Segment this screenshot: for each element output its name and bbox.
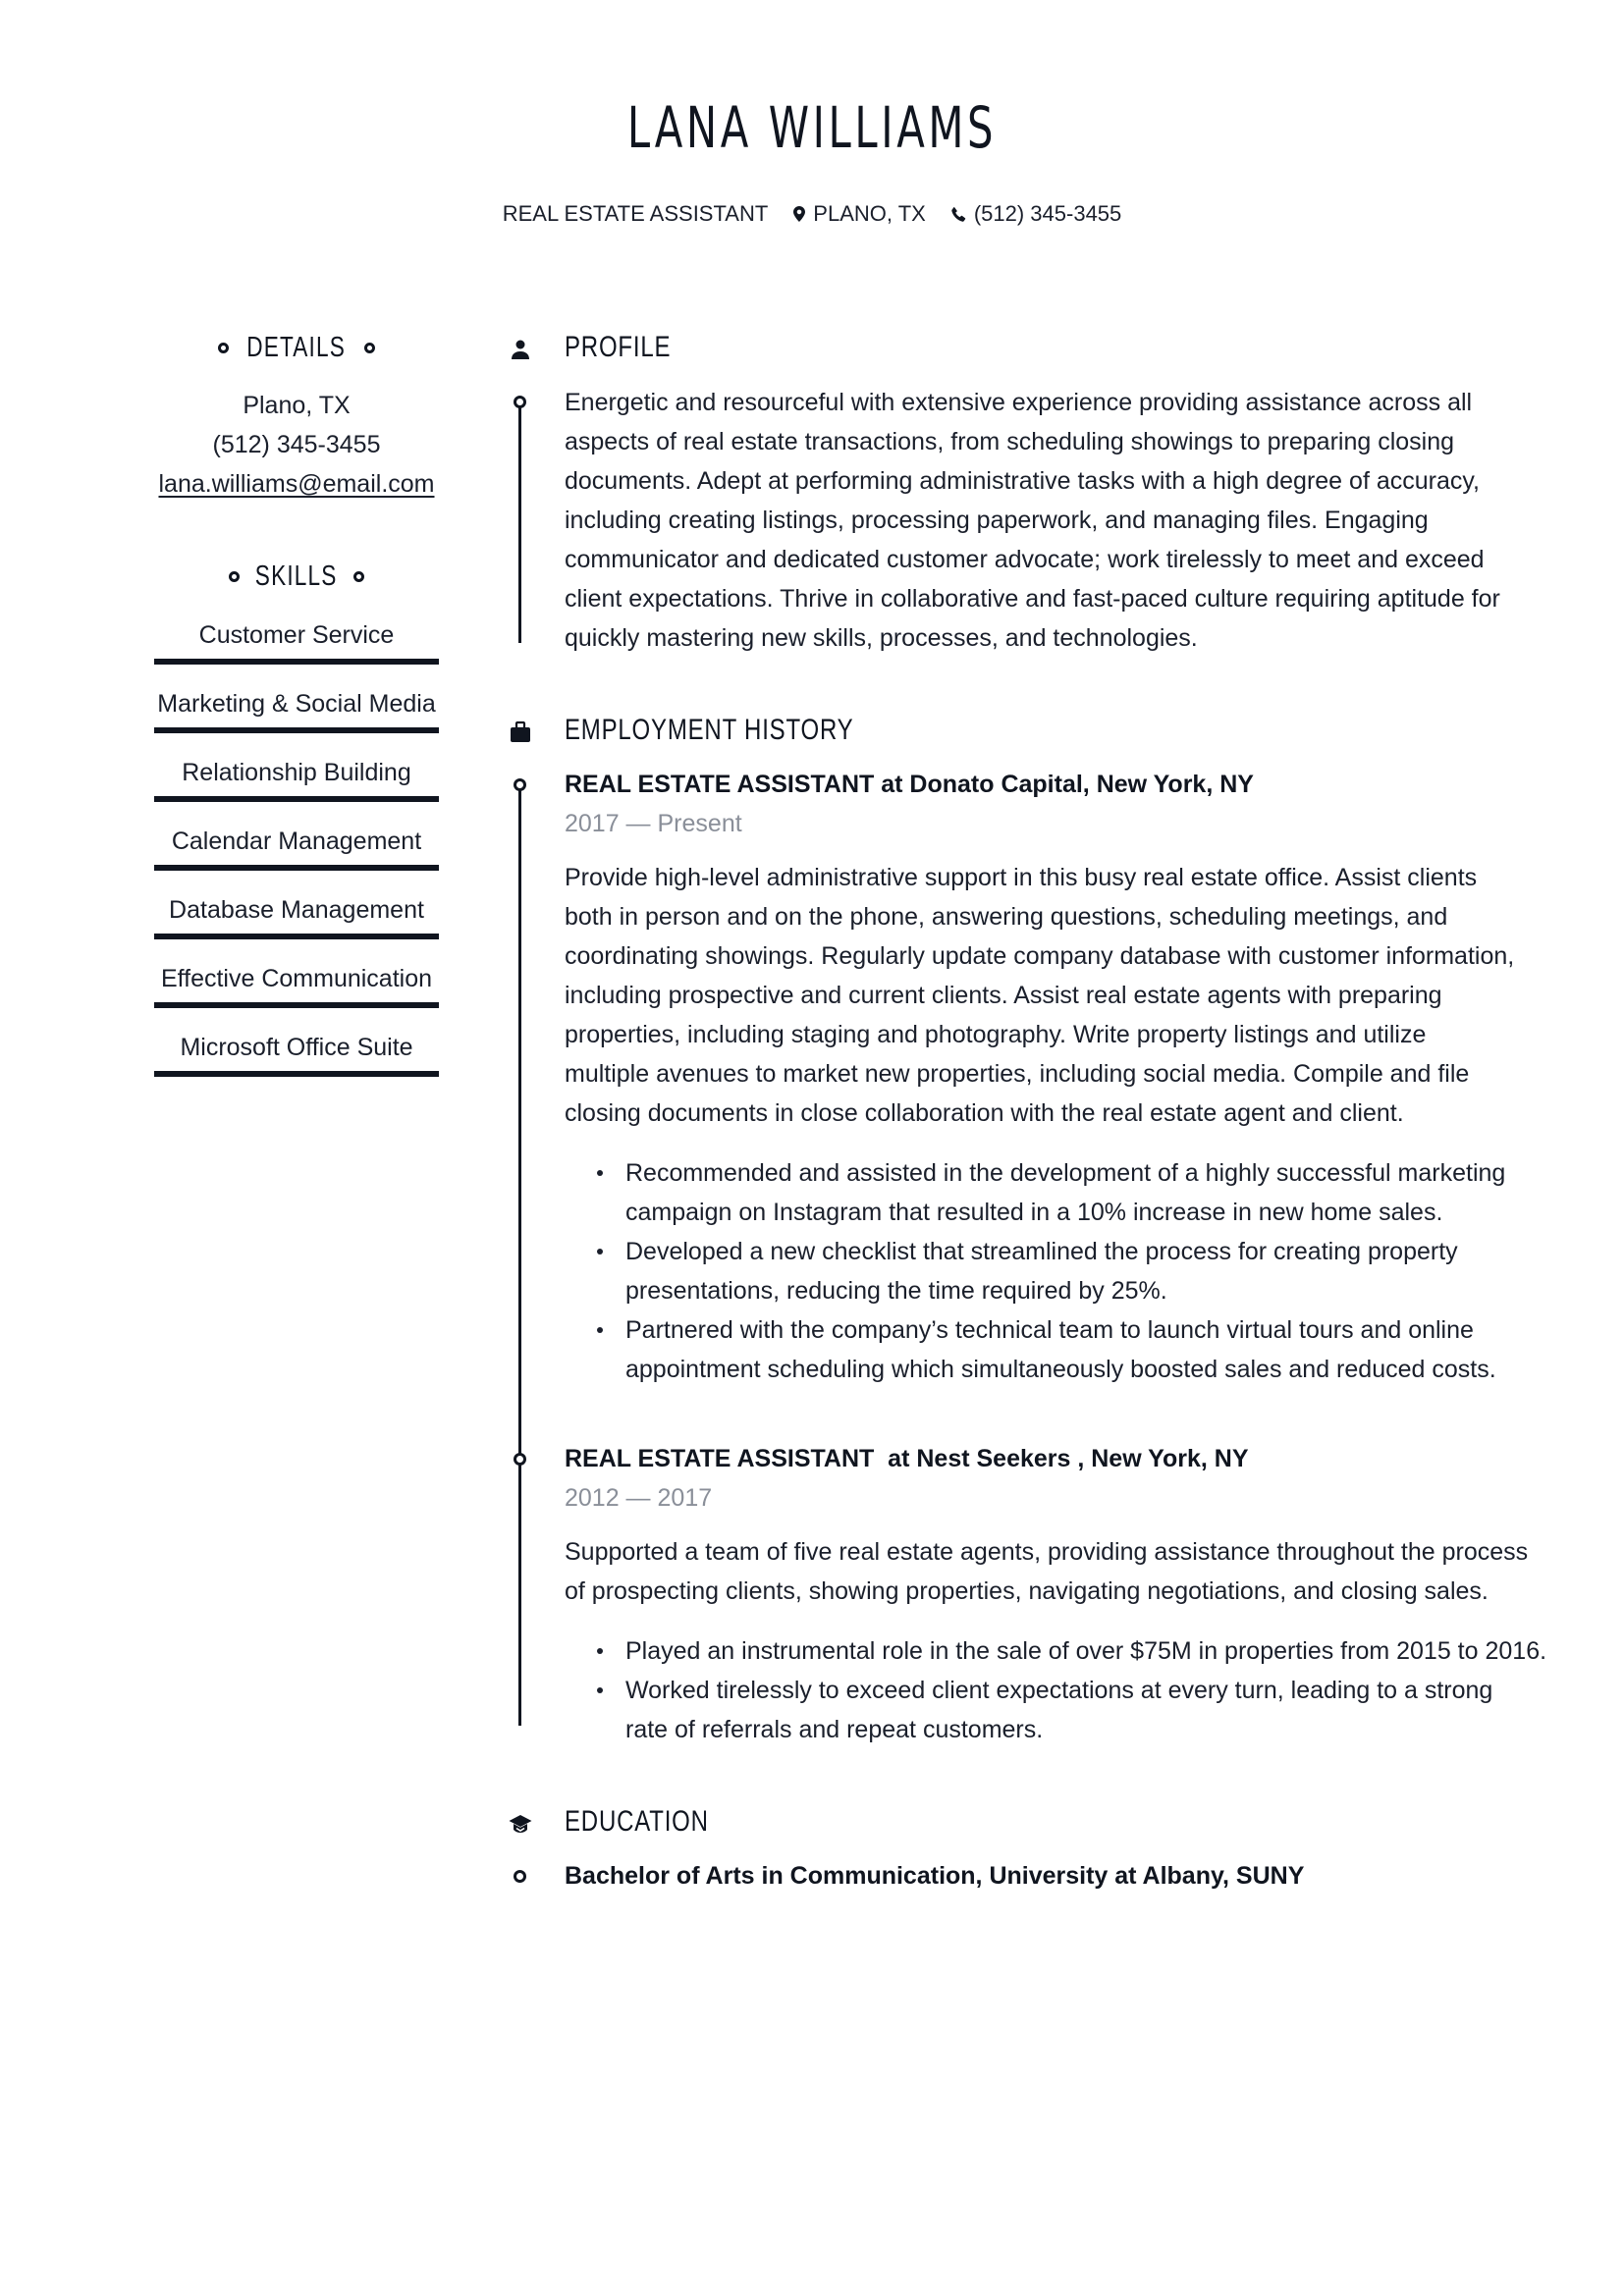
- graduation-cap-icon: [509, 1812, 532, 1836]
- skill-level-fill: [154, 796, 439, 802]
- profile-text-line: including creating listings, processing paperwork, and managing files. Engaging: [565, 507, 1429, 534]
- header-phone: [951, 200, 1121, 228]
- details-email-link[interactable]: lana.williams@email.com: [158, 470, 435, 498]
- timeline-dot: [514, 396, 526, 408]
- skill-label: Marketing & Social Media: [157, 690, 436, 718]
- skill-level-bar: [154, 659, 439, 665]
- timeline-dot: [514, 1870, 526, 1883]
- bullet-item: [565, 1232, 1546, 1310]
- skill-item: [154, 893, 439, 962]
- skill-level-bar: [154, 865, 439, 871]
- skill-level-bar: [154, 1071, 439, 1077]
- job-title: REAL ESTATE ASSISTANT at Donato Capital, New York, NY: [565, 771, 1254, 798]
- job-description-line: Provide high-level administrative support in this busy real estate office. Assist clients: [565, 864, 1478, 891]
- skill-label: Relationship Building: [182, 759, 411, 786]
- skill-level-fill: [154, 934, 439, 939]
- bullet-icon: [597, 1249, 603, 1255]
- details-location: Plano, TX: [243, 392, 351, 419]
- skill-level-fill: [154, 727, 439, 733]
- profile-text-line: aspects of real estate transactions, from scheduling showings to preparing closing: [565, 428, 1455, 455]
- profile-text: [565, 383, 1546, 658]
- skill-level-fill: [154, 865, 439, 871]
- skill-level-fill: [154, 1071, 439, 1077]
- bullet-item: [565, 1631, 1546, 1671]
- job-description-line: multiple avenues to market new properties, including social media. Compile and file: [565, 1060, 1470, 1088]
- bullet-text-line: Worked tirelessly to exceed client expectations at every turn, leading to a strong: [625, 1677, 1493, 1704]
- ring-icon: [229, 571, 240, 582]
- bullet-icon: [597, 1648, 603, 1654]
- profile-timeline-line: [518, 402, 521, 643]
- bullet-icon: [597, 1687, 603, 1693]
- bullet-text-line: appointment scheduling which simultaneously boosted sales and reduced costs.: [625, 1356, 1496, 1383]
- skill-item: [154, 962, 439, 1031]
- location-text: PLANO, TX: [813, 201, 926, 226]
- bullet-icon: [597, 1327, 603, 1333]
- bullet-text-line: Played an instrumental role in the sale of over $75M in properties from 2015 to 2016.: [625, 1637, 1547, 1665]
- bullet-icon: [597, 1170, 603, 1176]
- skill-label: Effective Communication: [160, 965, 433, 992]
- skill-level-fill: [154, 659, 439, 665]
- timeline-dot: [514, 778, 526, 791]
- job-title-text: REAL ESTATE ASSISTANT: [502, 201, 769, 226]
- profile-text-line: communicator and dedicated customer advocate; work tirelessly to meet and exceed: [565, 546, 1485, 573]
- candidate-name: LANA WILLIAMS: [626, 94, 998, 161]
- skill-item: [154, 687, 439, 756]
- education-heading: EDUCATION: [565, 1805, 709, 1838]
- person-icon: [509, 338, 532, 361]
- skill-label: Microsoft Office Suite: [180, 1034, 413, 1061]
- skill-label: Calendar Management: [171, 828, 422, 855]
- job-description-line: closing documents in close collaboration with the real estate agent and client.: [565, 1099, 1404, 1127]
- phone-icon: [951, 207, 966, 222]
- bullet-item: [565, 1310, 1546, 1389]
- bullet-text-line: rate of referrals and repeat customers.: [625, 1716, 1044, 1743]
- skills-heading: SKILLS: [154, 559, 439, 594]
- job-description: [565, 858, 1546, 1133]
- timeline-dot: [514, 1453, 526, 1466]
- header-info: [0, 200, 1624, 228]
- briefcase-icon: [509, 721, 532, 744]
- job-dates: 2012 — 2017: [565, 1484, 713, 1512]
- job-description-line: of prospecting clients, showing properties, navigating negotiations, and closing sales.: [565, 1577, 1489, 1605]
- ring-icon: [364, 343, 375, 353]
- job-description-line: properties, including staging and photography. Write property listings and utilize: [565, 1021, 1427, 1048]
- education-degree: Bachelor of Arts in Communication, University at Albany, SUNY: [565, 1862, 1305, 1890]
- employment-timeline-line: [518, 785, 521, 1726]
- skill-label: Database Management: [169, 896, 424, 924]
- phone-text: (512) 345-3455: [973, 201, 1122, 226]
- bullet-text-line: Partnered with the company’s technical team to launch virtual tours and online: [625, 1316, 1474, 1344]
- job-bullets: [565, 1631, 1546, 1749]
- job-title: REAL ESTATE ASSISTANT at Nest Seekers , New York, NY: [565, 1445, 1249, 1472]
- skill-level-bar: [154, 727, 439, 733]
- bullet-text-line: campaign on Instagram that resulted in a 10% increase in new home sales.: [625, 1199, 1443, 1226]
- profile-text-line: documents. Adept at performing administrative tasks with a high degree of accuracy,: [565, 467, 1480, 495]
- ring-icon: [353, 571, 364, 582]
- skill-level-bar: [154, 1002, 439, 1008]
- profile-heading: PROFILE: [565, 331, 672, 363]
- bullet-text-line: Recommended and assisted in the development of a highly successful marketing: [625, 1159, 1506, 1187]
- job-description-line: both in person and on the phone, answering questions, scheduling meetings, and: [565, 903, 1448, 931]
- header-location: [793, 200, 926, 228]
- map-pin-icon: [793, 206, 805, 222]
- skill-level-bar: [154, 934, 439, 939]
- skill-item: [154, 1031, 439, 1099]
- ring-icon: [218, 343, 229, 353]
- job-bullets: [565, 1153, 1546, 1389]
- skill-item: [154, 825, 439, 893]
- skill-level-fill: [154, 1002, 439, 1008]
- bullet-item: [565, 1153, 1546, 1232]
- job-description-line: including prospective and current clients. Assist real estate agents with preparing: [565, 982, 1442, 1009]
- bullet-item: [565, 1671, 1546, 1749]
- bullet-text-line: presentations, reducing the time required by 25%.: [625, 1277, 1167, 1305]
- profile-text-line: quickly mastering new skills, processes, and technologies.: [565, 624, 1198, 652]
- job-dates: 2017 — Present: [565, 810, 742, 837]
- skill-level-bar: [154, 796, 439, 802]
- profile-text-line: client expectations. Thrive in collaborative and fast-paced culture requiring aptitude for: [565, 585, 1500, 613]
- bullet-text-line: Developed a new checklist that streamlined the process for creating property: [625, 1238, 1458, 1265]
- profile-text-line: Energetic and resourceful with extensive experience providing assistance across all: [565, 389, 1473, 416]
- employment-heading: EMPLOYMENT HISTORY: [565, 714, 854, 746]
- details-heading: DETAILS: [154, 330, 439, 365]
- details-phone: (512) 345-3455: [212, 431, 381, 458]
- skill-item: [154, 756, 439, 825]
- header-job-title: [503, 200, 769, 228]
- job-description-line: coordinating showings. Regularly update company database with customer information,: [565, 942, 1515, 970]
- skill-label: Customer Service: [198, 621, 395, 649]
- job-description: [565, 1532, 1546, 1611]
- job-description-line: Supported a team of five real estate agents, providing assistance throughout the process: [565, 1538, 1529, 1566]
- skill-item: [154, 618, 439, 687]
